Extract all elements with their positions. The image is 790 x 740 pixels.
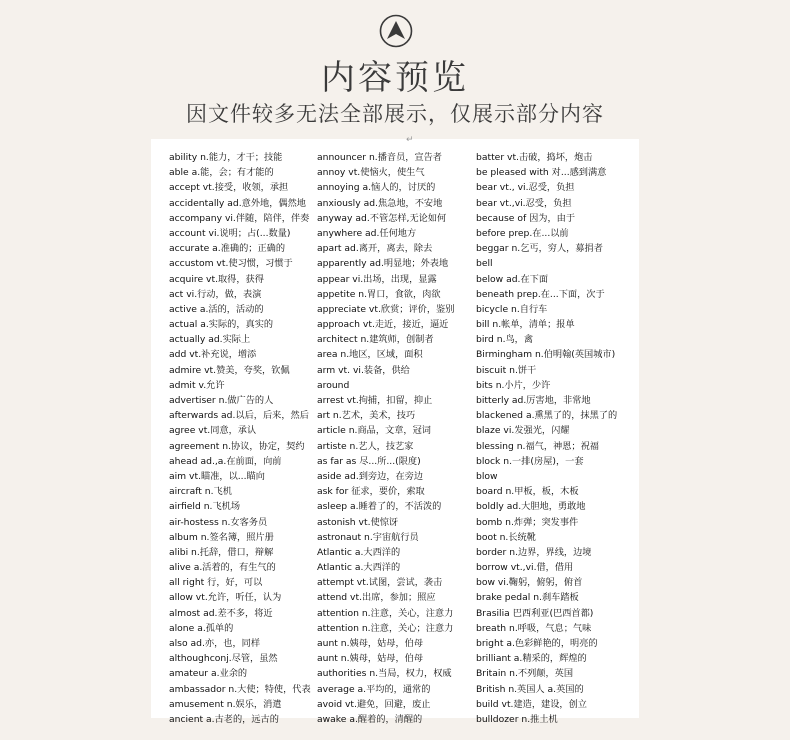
vocab-entry: British n.英国人 a.英国的 (476, 683, 584, 695)
vocab-entry: admire vt.赞美，夸奖，钦佩 (169, 364, 290, 376)
vocab-column-1 (169, 150, 311, 727)
vocab-entry: biscuit n.饼干 (476, 364, 537, 376)
vocab-entry: article n.商品，文章，冠词 (317, 425, 431, 437)
vocab-entry: borrow vt.,vi.借，借用 (476, 562, 574, 574)
vocab-entry: blow (476, 470, 498, 482)
vocab-entry: attention n.注意，关心；注意力 (317, 622, 454, 634)
vocab-entry: air-hostess n.女客务员 (169, 516, 268, 528)
vocab-entry: bear vt.,vi.忍受，负担 (476, 197, 572, 209)
vocab-entry: announcer n.播音员，宣告者 (317, 152, 442, 163)
vocab-entry: astronaut n.宇宙航行员 (317, 531, 419, 543)
vocab-entry: be pleased with 对...感到满意 (476, 167, 607, 179)
vocab-entry: actually ad.实际上 (169, 334, 251, 346)
vocab-entry: beneath prep.在...下面，次于 (476, 288, 605, 300)
vocab-entry: all right 行，好，可以 (169, 577, 263, 589)
vocab-entry: block n.一排(房屋)，一套 (476, 455, 584, 467)
vocab-entry: area n.地区，区域，面积 (317, 349, 423, 361)
vocab-entry: as far as 尽...所...(限度) (317, 455, 421, 467)
vocab-entry: apparently ad.明显地；外表地 (317, 258, 449, 270)
vocab-entry: advertiser n.做广告的人 (169, 395, 274, 406)
vocab-entry: avoid vt.避免，回避，废止 (317, 698, 431, 710)
vocab-entry: awake a.醒着的，清醒的 (317, 713, 423, 725)
vocab-entry: add vt.补充说，增添 (169, 349, 257, 361)
vocab-entry: border n.边界，界线，边境 (476, 546, 592, 558)
vocab-entry: blessing n.福气，神恩；祝福 (476, 440, 599, 452)
vocab-entry: brilliant a.精采的，辉煌的 (476, 653, 587, 665)
vocab-entry: bits n.小片，少许 (476, 379, 551, 391)
vocab-entry: because of 因为，由于 (476, 212, 576, 224)
vocab-entry: agreement n.协议，协定，契约 (169, 440, 305, 452)
vocab-entry: architect n.建筑师，创制者 (317, 334, 434, 346)
vocab-entry: astonish vt.使惊讶 (317, 516, 399, 528)
vocab-entry: art n.艺术，美术，技巧 (317, 410, 416, 422)
vocab-entry: bitterly ad.厉害地，非常地 (476, 395, 591, 406)
vocab-entry: accustom vt.使习惯，习惯于 (169, 258, 293, 270)
vocab-entry: anywhere ad.任何地方 (317, 227, 417, 239)
vocab-entry: boot n.长统靴 (476, 531, 536, 543)
vocab-entry: aunt n.姨母，姑母，伯母 (317, 653, 424, 665)
vocab-entry: blackened a.熏黑了的，抹黑了的 (476, 410, 618, 422)
vocab-column-3 (476, 150, 636, 727)
vocab-entry: bow vi.鞠躬，俯躬，俯首 (476, 577, 583, 589)
vocab-entry: account vi.说明；占(...数量) (169, 227, 291, 239)
vocab-entry: bright a.色彩鲜艳的，明亮的 (476, 638, 598, 649)
vocab-entry: ahead ad.,a.在前面，向前 (169, 455, 282, 467)
vocab-entry: althoughconj.尽管，虽然 (169, 653, 278, 665)
vocab-entry: ability n.能力，才干；技能 (169, 152, 283, 163)
vocab-entry: able a.能，会；有才能的 (169, 167, 274, 179)
vocab-entry: anyway ad.不管怎样,无论如何 (317, 212, 447, 224)
vocab-entry: appear vi.出场，出现，显露 (317, 273, 437, 285)
vocab-entry: Atlantic a.大西洋的 (317, 546, 401, 558)
vocab-entry: arm vt. vi.装备，供给 (317, 364, 410, 376)
vocab-entry: attempt vt.试图，尝试，袭击 (317, 577, 443, 589)
vocab-entry: bill n.帐单，清单；报单 (476, 319, 575, 331)
vocab-entry: act vi.行动，做，表演 (169, 288, 262, 300)
vocab-entry: attend vt.出席，参加；照应 (317, 592, 436, 604)
vocab-entry: Birmingham n.伯明翰(英国城市) (476, 349, 616, 361)
vocab-entry: afterwards ad.以后，后来，然后 (169, 410, 309, 422)
vocab-entry: appreciate vt.欣赏；评价，鉴别 (317, 303, 455, 315)
vocab-entry: asleep a.睡着了的，不活泼的 (317, 501, 442, 513)
vocab-entry: bear vt., vi.忍受，负担 (476, 182, 575, 194)
vocab-entry: Britain n.不列颠，英国 (476, 668, 574, 680)
vocab-entry: around (317, 379, 350, 391)
vocab-entry: bell (476, 258, 493, 270)
document-preview (151, 135, 639, 725)
vocab-entry: accompany vi.伴随，陪伴，伴奏 (169, 212, 310, 224)
vocab-entry: bicycle n.自行车 (476, 303, 548, 315)
vocab-entry: before prep.在...以前 (476, 227, 569, 239)
vocab-entry: blaze vi.发强光，闪耀 (476, 425, 570, 437)
vocab-entry: breath n.呼吸，气息；气味 (476, 622, 592, 634)
vocab-entry: ask for 征求，要价，索取 (317, 486, 425, 498)
vocab-entry: acquire vt.取得，获得 (169, 273, 264, 285)
vocab-entry: alone a.孤单的 (169, 622, 234, 634)
vocab-entry: agree vt.同意，承认 (169, 425, 257, 437)
vocab-entry: almost ad.差不多，将近 (169, 607, 273, 619)
vocab-entry: Brasilia 巴西利亚(巴西首都) (476, 607, 594, 619)
vocab-entry: approach vt.走近，接近，逼近 (317, 319, 449, 331)
vocab-entry: bulldozer n.推土机 (476, 713, 558, 725)
vocab-entry: annoying a.恼人的，讨厌的 (317, 182, 436, 194)
vocab-column-2 (317, 150, 469, 727)
vocab-entry: arrest vt.拘捕，扣留，抑止 (317, 395, 433, 406)
page-subtitle: 因文件较多无法全部展示，仅展示部分内容 (186, 102, 604, 126)
vocab-entry: alive a.活着的，有生气的 (169, 562, 276, 574)
vocab-entry: bird n.鸟，禽 (476, 334, 534, 346)
logo-icon (379, 14, 413, 48)
vocab-entry: appetite n.胃口，食欲，肉欲 (317, 288, 441, 300)
vocab-entry: bomb n.炸弹；突发事件 (476, 516, 579, 528)
vocab-entry: accidentally ad.意外地，偶然地 (169, 197, 306, 209)
vocab-entry: annoy vt.使恼火，使生气 (317, 167, 425, 179)
vocab-entry: apart ad.离开，离去，除去 (317, 243, 433, 255)
vocab-entry: amusement n.娱乐，消遣 (169, 698, 282, 710)
vocab-entry: ancient a.古老的，远古的 (169, 713, 279, 725)
vocab-entry: also ad.亦，也，同样 (169, 638, 261, 649)
vocab-entry: amateur a.业余的 (169, 668, 248, 680)
vocab-entry: allow vt.允许，听任，认为 (169, 592, 282, 604)
vocab-entry: boldly ad.大胆地，勇敢地 (476, 501, 586, 513)
vocab-entry: aircraft n.飞机 (169, 486, 232, 498)
vocab-entry: average a.平均的，通常的 (317, 683, 431, 695)
vocab-entry: accept vt.接受，收领，承担 (169, 182, 289, 194)
vocab-entry: batter vt.击破，捣坏，炮击 (476, 152, 593, 163)
vocab-entry: accurate a.准确的；正确的 (169, 243, 286, 255)
vocab-entry: aside ad.到旁边，在旁边 (317, 470, 424, 482)
vocab-entry: authorities n.当局，权力，权威 (317, 668, 452, 680)
vocab-entry: active a.活的，活动的 (169, 303, 264, 315)
vocab-entry: album n.签名簿，照片册 (169, 531, 274, 543)
vocab-entry: below ad.在下面 (476, 273, 549, 285)
vocab-entry: attention n.注意，关心，注意力 (317, 607, 454, 619)
vocab-entry: anxiously ad.焦急地，不安地 (317, 197, 443, 209)
vocab-entry: aunt n.姨母，姑母，伯母 (317, 638, 424, 649)
vocab-entry: beggar n.乞丐，穷人，募捐者 (476, 243, 603, 255)
vocab-entry: airfield n.飞机场 (169, 501, 241, 513)
vocab-entry: alibi n.托辞，借口，辩解 (169, 546, 274, 558)
vocab-entry: admit v.允许 (169, 379, 225, 391)
vocab-entry: actual a.实际的，真实的 (169, 319, 274, 331)
vocab-entry: build vt.建造，建设，创立 (476, 698, 587, 710)
page-title: 内容预览 (321, 58, 469, 98)
vocab-entry: artiste n.艺人，技艺家 (317, 440, 414, 452)
vocab-entry: brake pedal n.刹车踏板 (476, 592, 579, 604)
vocab-entry: ambassador n.大使；特使，代表 (169, 683, 311, 695)
vocab-entry: aim vt.瞄准，以...瞄向 (169, 470, 265, 482)
vocab-entry: board n.甲板，板，木板 (476, 486, 579, 498)
vocab-entry: Atlantic a.大西洋的 (317, 562, 401, 574)
paragraph-mark-icon: ↵ (406, 135, 414, 145)
